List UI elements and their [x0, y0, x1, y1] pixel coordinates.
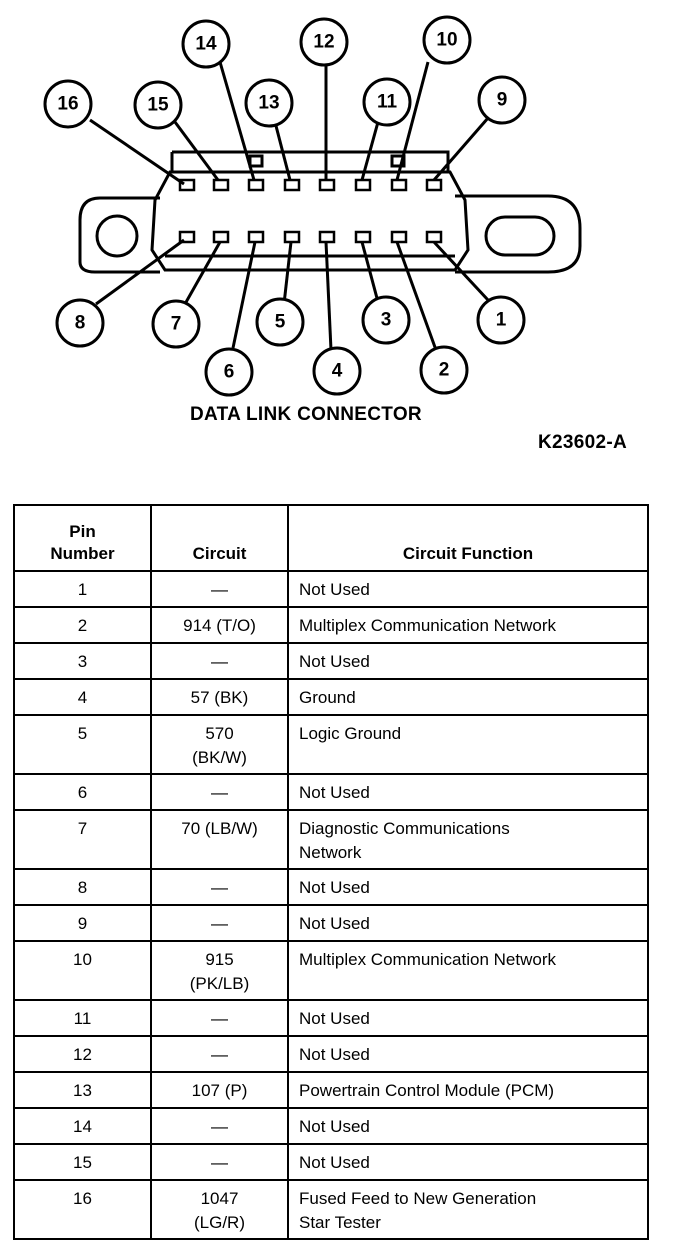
- cell-circuit-function: [288, 774, 648, 810]
- cell-circuit-function: [288, 810, 648, 869]
- cell-circuit-function: [288, 1108, 648, 1144]
- table-row: [14, 1180, 648, 1239]
- cell-function-line: Logic Ground: [299, 724, 402, 743]
- cell-circuit: [151, 715, 288, 774]
- table-row: [14, 643, 648, 679]
- cell-pin-number: 16: [14, 1180, 151, 1239]
- cell-circuit-line: —: [211, 1009, 228, 1028]
- cell-circuit: [151, 679, 288, 715]
- callout-pin-10: 10: [436, 29, 458, 51]
- cell-circuit-function: [288, 869, 648, 905]
- cell-circuit-line: 914 (T/O): [183, 616, 256, 635]
- callout-pin-14: 14: [195, 33, 217, 55]
- cell-circuit-function: [288, 1036, 648, 1072]
- cell-circuit: [151, 869, 288, 905]
- table-row: [14, 869, 648, 905]
- connector-diagram: [0, 0, 688, 470]
- cell-circuit-function: [288, 1144, 648, 1180]
- header-circuit: Circuit: [151, 505, 288, 571]
- table-row: [14, 1072, 648, 1108]
- cell-pin-number: 11: [14, 1000, 151, 1036]
- cell-circuit-function: [288, 1072, 648, 1108]
- callout-pin-15: 15: [147, 94, 169, 116]
- cell-circuit-line: 57 (BK): [190, 688, 249, 707]
- table-row: [14, 905, 648, 941]
- callout-circles: [45, 17, 525, 395]
- cell-circuit-line: —: [211, 914, 228, 933]
- cell-circuit: [151, 941, 288, 1000]
- table-row: [14, 1036, 648, 1072]
- cell-circuit-line: —: [211, 1153, 228, 1172]
- callout-pin-12: 12: [313, 31, 335, 53]
- cell-circuit-line: —: [211, 878, 228, 897]
- cell-circuit-function: [288, 905, 648, 941]
- connector-body: [80, 152, 580, 272]
- cell-function-line: Not Used: [299, 652, 370, 671]
- cell-circuit: [151, 571, 288, 607]
- cell-pin-number: 6: [14, 774, 151, 810]
- cell-circuit-function: [288, 607, 648, 643]
- cell-circuit-line: 915: [205, 950, 234, 969]
- cell-circuit-line: —: [211, 1045, 228, 1064]
- cell-circuit: [151, 607, 288, 643]
- cell-circuit-line: —: [211, 580, 228, 599]
- cell-circuit-line: —: [211, 652, 228, 671]
- cell-circuit-function: [288, 643, 648, 679]
- cell-function-line: Ground: [299, 688, 356, 707]
- cell-circuit-line: (BK/W): [192, 748, 247, 767]
- cell-function-line: Not Used: [299, 914, 370, 933]
- table-row: [14, 1000, 648, 1036]
- pin-slots: [180, 180, 441, 242]
- cell-circuit: [151, 810, 288, 869]
- pin-table: [13, 504, 649, 1240]
- cell-function-line: Not Used: [299, 580, 370, 599]
- cell-pin-number: 10: [14, 941, 151, 1000]
- header-circuit-function: Circuit Function: [288, 505, 648, 571]
- cell-function-line: Not Used: [299, 783, 370, 802]
- header-pin-line1: Pin: [69, 522, 96, 541]
- cell-pin-number: 8: [14, 869, 151, 905]
- callout-pin-1: 1: [495, 309, 507, 331]
- header-pin-line2: Number: [50, 544, 115, 563]
- cell-circuit-line: 570: [205, 724, 234, 743]
- cell-circuit-function: [288, 941, 648, 1000]
- cell-circuit-line: —: [211, 783, 228, 802]
- cell-circuit: [151, 1036, 288, 1072]
- callout-pin-6: 6: [223, 361, 235, 383]
- cell-circuit: [151, 1000, 288, 1036]
- cell-circuit-line: (LG/R): [194, 1213, 245, 1232]
- callout-labels: [57, 30, 507, 383]
- cell-function-line: Diagnostic Communications: [299, 819, 510, 838]
- cell-circuit-line: —: [211, 1117, 228, 1136]
- cell-circuit-line: 70 (LB/W): [181, 819, 258, 838]
- cell-circuit: [151, 1072, 288, 1108]
- callout-pin-2: 2: [438, 359, 450, 381]
- cell-pin-number: 9: [14, 905, 151, 941]
- cell-function-line: Not Used: [299, 1009, 370, 1028]
- callout-pin-9: 9: [496, 89, 508, 111]
- cell-pin-number: 3: [14, 643, 151, 679]
- cell-circuit: [151, 1108, 288, 1144]
- cell-function-line: Not Used: [299, 1117, 370, 1136]
- cell-circuit: [151, 1144, 288, 1180]
- callout-pin-16: 16: [57, 93, 79, 115]
- cell-pin-number: 12: [14, 1036, 151, 1072]
- cell-function-line: Fused Feed to New Generation: [299, 1189, 537, 1208]
- cell-pin-number: 15: [14, 1144, 151, 1180]
- cell-function-line: Multiplex Communication Network: [299, 950, 556, 969]
- cell-pin-number: 5: [14, 715, 151, 774]
- callout-pin-13: 13: [258, 92, 280, 114]
- cell-pin-number: 1: [14, 571, 151, 607]
- callout-pin-8: 8: [74, 312, 86, 334]
- cell-function-line: Not Used: [299, 1153, 370, 1172]
- cell-circuit: [151, 905, 288, 941]
- figure-code: K23602-A: [538, 432, 628, 453]
- cell-function-line: Multiplex Communication Network: [299, 616, 556, 635]
- cell-function-line: Powertrain Control Module (PCM): [299, 1081, 555, 1100]
- cell-pin-number: 2: [14, 607, 151, 643]
- cell-circuit-function: [288, 715, 648, 774]
- cell-circuit-function: [288, 571, 648, 607]
- table-row: [14, 679, 648, 715]
- cell-circuit: [151, 643, 288, 679]
- cell-pin-number: 13: [14, 1072, 151, 1108]
- cell-pin-number: 4: [14, 679, 151, 715]
- cell-pin-number: 14: [14, 1108, 151, 1144]
- diagram-title: DATA LINK CONNECTOR: [190, 404, 422, 425]
- cell-circuit-function: [288, 1180, 648, 1239]
- table-row: [14, 774, 648, 810]
- pin-table-body: [14, 571, 648, 1239]
- header-pin-number: [14, 505, 151, 571]
- table-row: [14, 607, 648, 643]
- cell-circuit-function: [288, 1000, 648, 1036]
- cell-circuit-line: 107 (P): [191, 1081, 248, 1100]
- cell-function-line: Network: [299, 843, 362, 862]
- cell-circuit-function: [288, 679, 648, 715]
- table-header-row: [14, 505, 648, 571]
- table-row: [14, 941, 648, 1000]
- table-row: [14, 715, 648, 774]
- table-row: [14, 1144, 648, 1180]
- cell-circuit-line: (PK/LB): [189, 974, 250, 993]
- table-row: [14, 810, 648, 869]
- cell-circuit: [151, 1180, 288, 1239]
- cell-circuit-line: 1047: [200, 1189, 239, 1208]
- cell-circuit: [151, 774, 288, 810]
- callout-pin-7: 7: [170, 313, 182, 335]
- callout-pin-11: 11: [376, 91, 398, 113]
- table-row: [14, 1108, 648, 1144]
- cell-pin-number: 7: [14, 810, 151, 869]
- cell-function-line: Not Used: [299, 878, 370, 897]
- cell-function-line: Star Tester: [299, 1213, 381, 1232]
- table-row: [14, 571, 648, 607]
- callout-pin-4: 4: [331, 360, 343, 382]
- cell-function-line: Not Used: [299, 1045, 370, 1064]
- callout-pin-5: 5: [274, 311, 286, 333]
- callout-pin-3: 3: [380, 309, 392, 331]
